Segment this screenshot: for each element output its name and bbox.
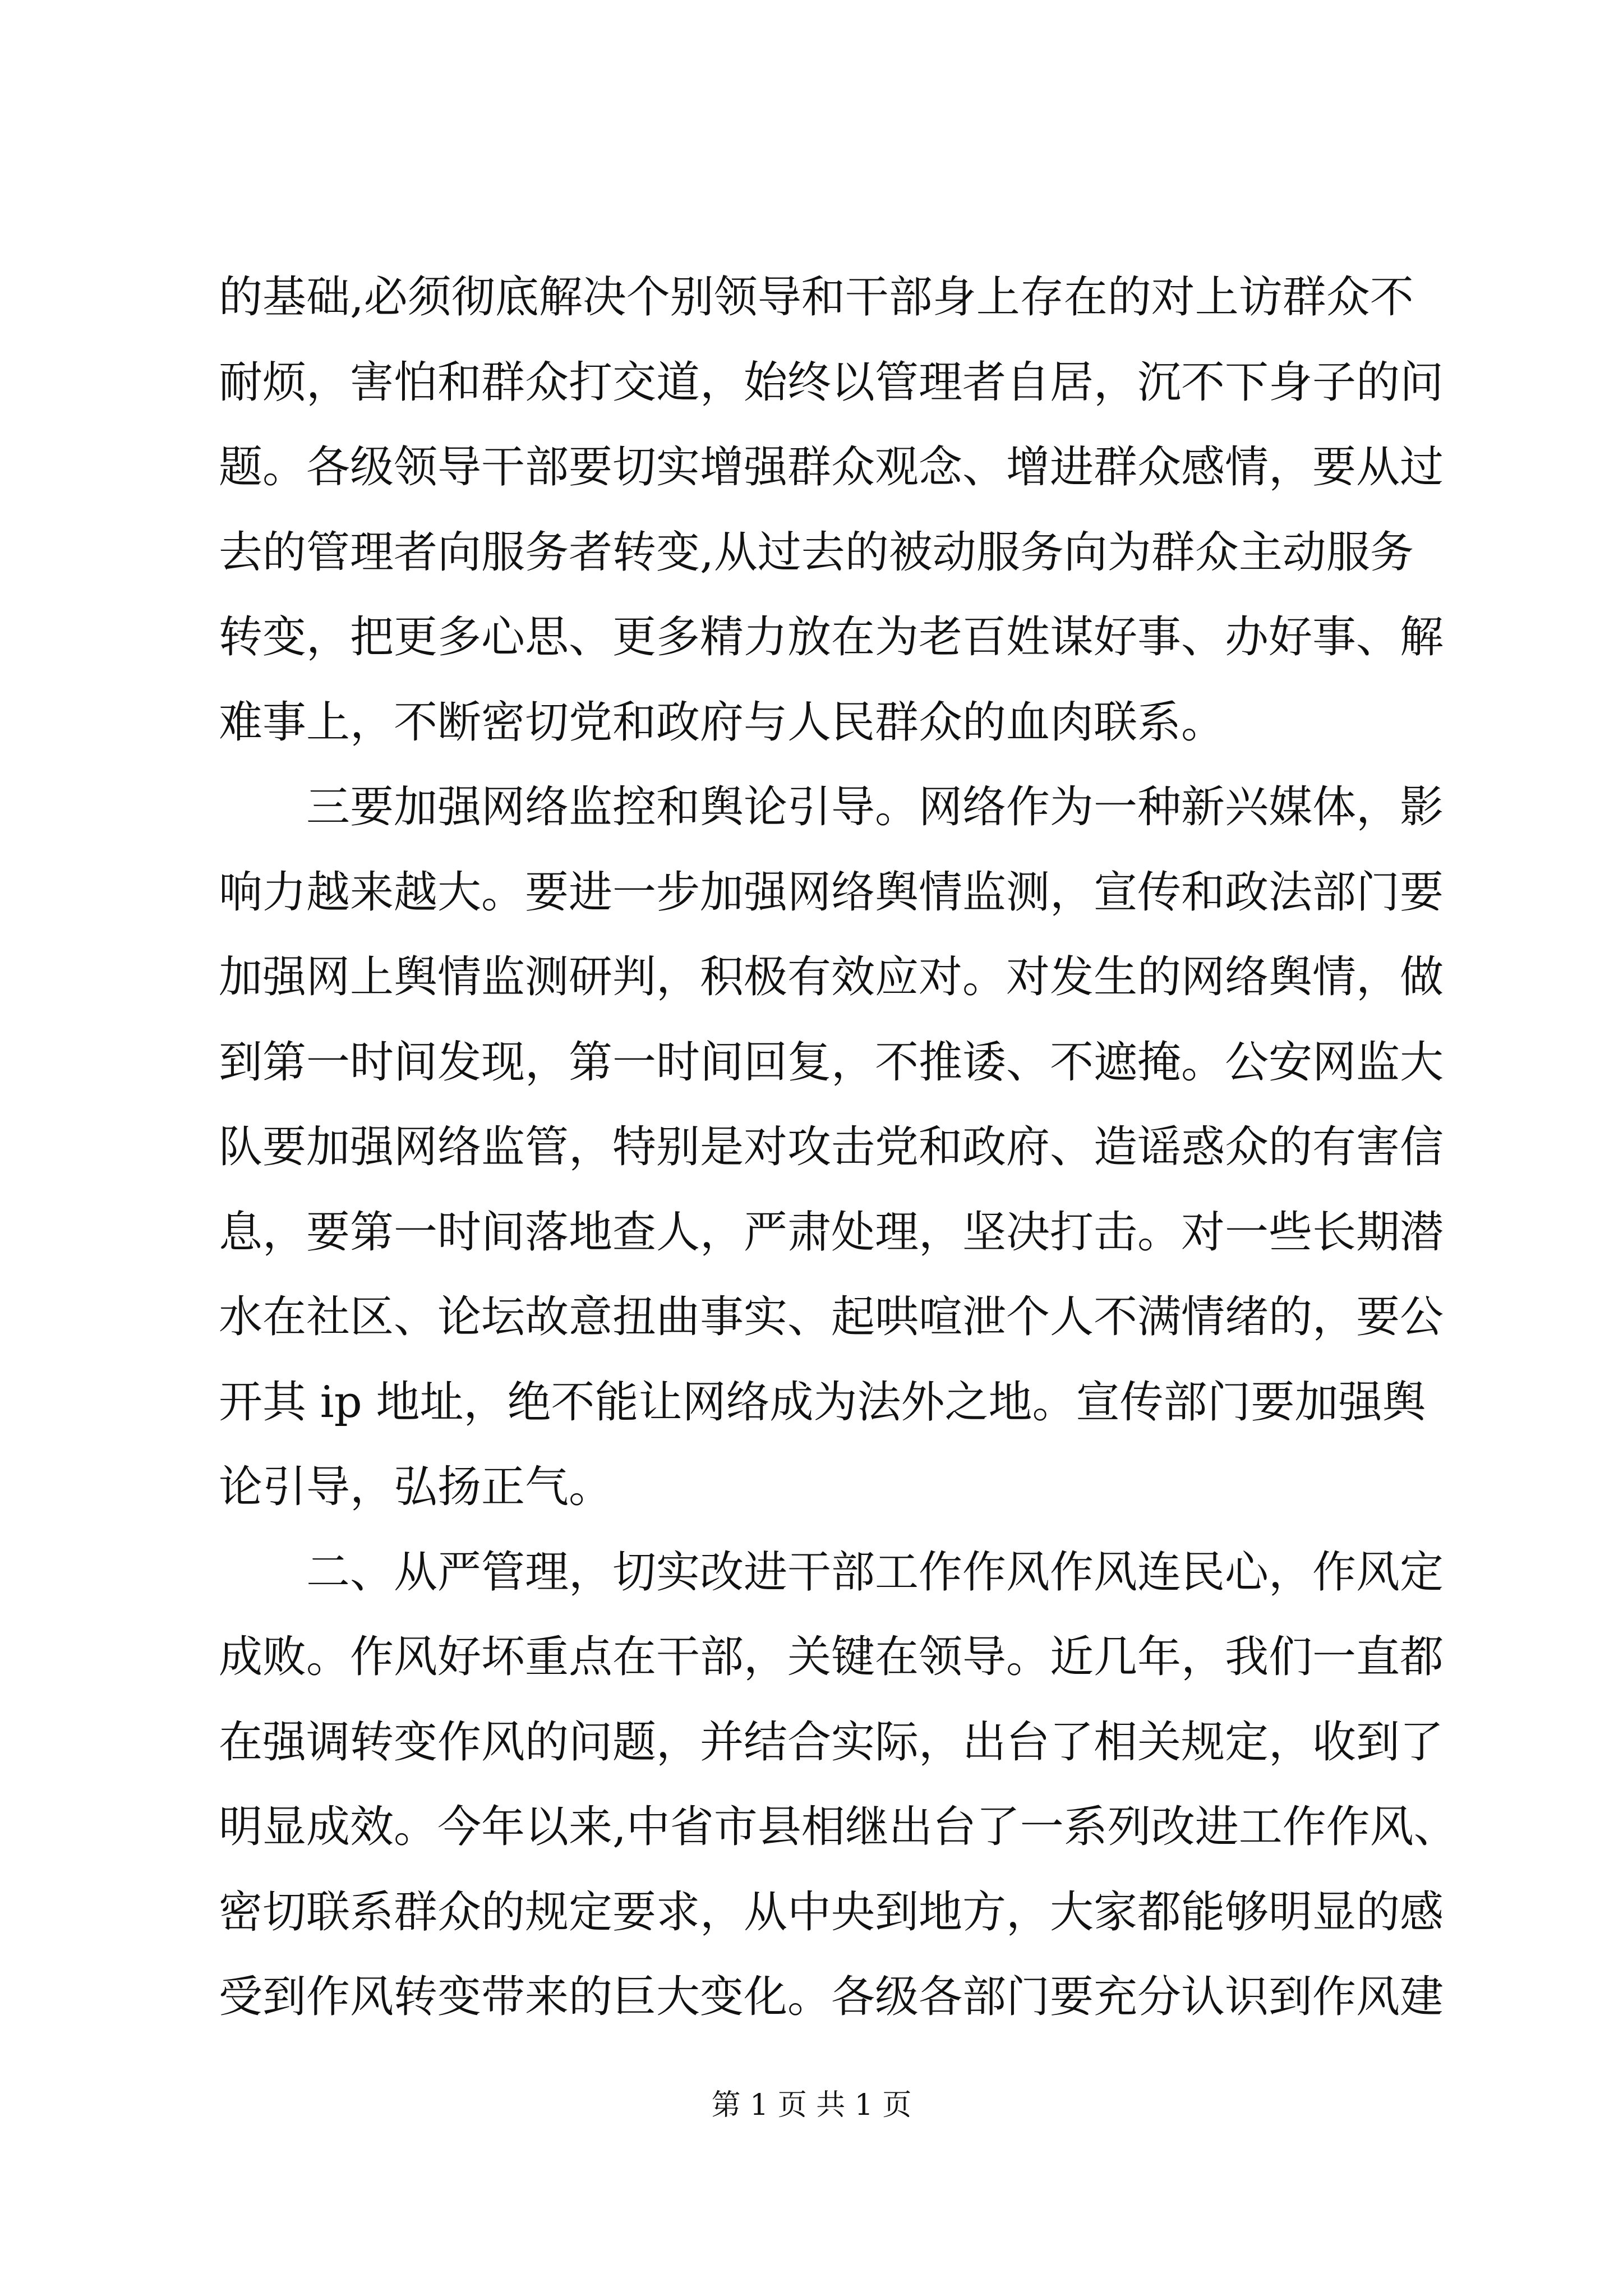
text-line: 成败。作风好坏重点在干部，关键在领导。近几年，我们一直都 <box>219 1632 1444 1682</box>
text-line: 转变，把更多心思、更多精力放在为老百姓谋好事、办好事、解 <box>219 612 1444 662</box>
text-line: 耐烦，害怕和群众打交道，始终以管理者自居，沉不下身子的问 <box>219 357 1444 408</box>
paragraph-first-line: 三要加强网络监控和舆论引导。网络作为一种新兴媒体，影 <box>306 782 1444 832</box>
text-line: 开其 ip 地址，绝不能让网络成为法外之地。宣传部门要加强舆 <box>219 1377 1426 1428</box>
text-line: 加强网上舆情监测研判，积极有效应对。对发生的网络舆情，做 <box>219 952 1444 1002</box>
page-footer: 第 1 页 共 1 页 <box>711 2088 912 2122</box>
text-line: 题。各级领导干部要切实增强群众观念、增进群众感情，要从过 <box>219 442 1444 493</box>
text-line: 水在社区、论坛故意扭曲事实、起哄喧泄个人不满情绪的，要公 <box>219 1292 1444 1342</box>
text-line: 明显成效。今年以来,中省市县相继出台了一系列改进工作作风、 <box>219 1802 1458 1852</box>
text-line: 密切联系群众的规定要求，从中央到地方，大家都能够明显的感 <box>219 1887 1444 1938</box>
body-text <box>219 255 1458 2040</box>
paragraph-first-line: 二、从严管理，切实改进干部工作作风作风连民心，作风定 <box>306 1547 1444 1598</box>
text-line: 论引导，弘扬正气。 <box>219 1462 613 1512</box>
text-line: 去的管理者向服务者转变,从过去的被动服务向为群众主动服务 <box>219 527 1414 578</box>
text-line: 息，要第一时间落地查人，严肃处理，坚决打击。对一些长期潜 <box>219 1207 1444 1258</box>
text-line: 响力越来越大。要进一步加强网络舆情监测，宣传和政法部门要 <box>219 867 1444 918</box>
text-line: 队要加强网络监管，特别是对攻击党和政府、造谣惑众的有害信 <box>219 1122 1444 1172</box>
text-line: 到第一时间发现，第一时间回复，不推诿、不遮掩。公安网监大 <box>219 1037 1444 1088</box>
text-line: 难事上，不断密切党和政府与人民群众的血肉联系。 <box>219 697 1225 748</box>
text-line: 在强调转变作风的问题，并结合实际，出台了相关规定，收到了 <box>219 1717 1444 1768</box>
text-line: 的基础,必须彻底解决个别领导和干部身上存在的对上访群众不 <box>219 272 1414 323</box>
text-line: 受到作风转变带来的巨大变化。各级各部门要充分认识到作风建 <box>219 1972 1444 2022</box>
